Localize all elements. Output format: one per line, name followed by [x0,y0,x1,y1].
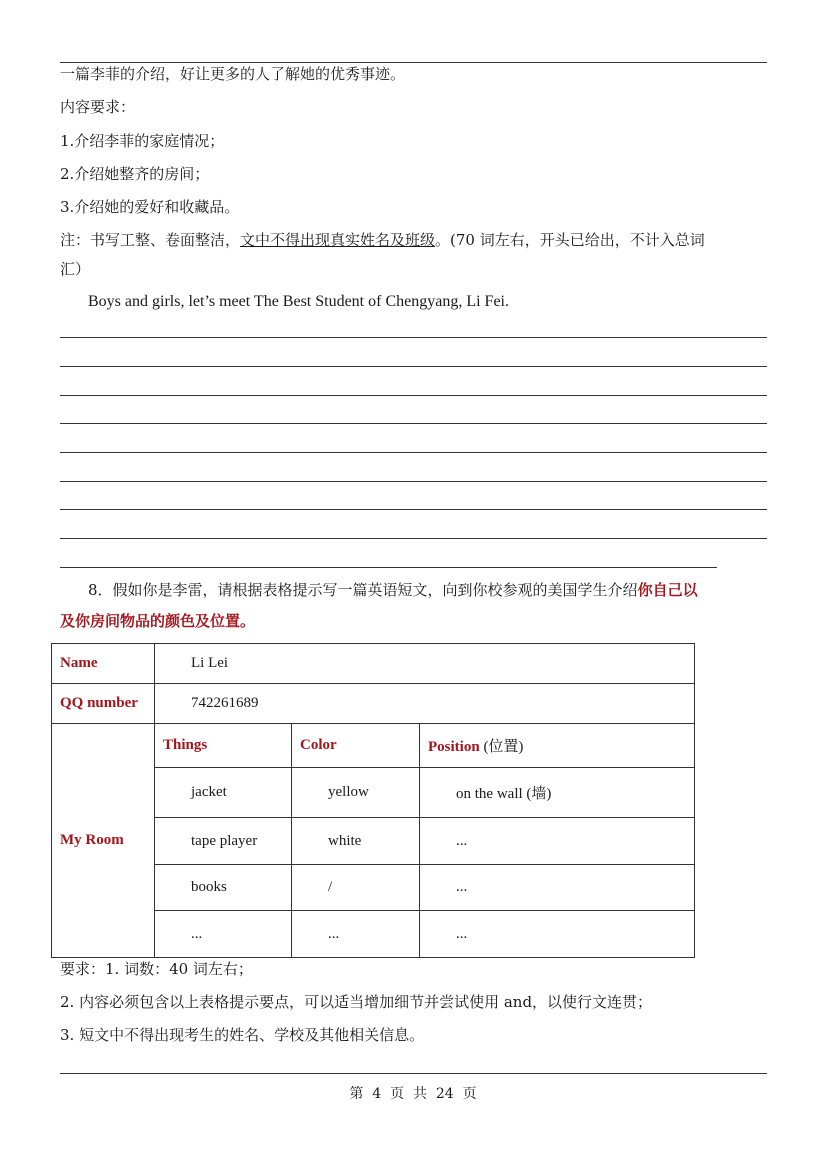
page-number: 第 4 页 共 24 页 [349,1086,477,1102]
question-8-text: 8．假如你是李雷，请根据表格提示写一篇英语短文，向到你校参观的美国学生介绍 [88,581,638,599]
requirement-item-3: 3.介绍她的爱好和收藏品。 [60,198,240,216]
qq-value: 742261689 [155,684,695,724]
requirements-label: 内容要求： [60,98,136,116]
thing-cell: tape player [155,818,292,865]
intro-line: 一篇李菲的介绍，好让更多的人了解她的优秀事迹。 [60,65,406,83]
color-header: Color [292,724,420,768]
position-cell: ... [420,818,695,865]
requirement-item-2: 2.介绍她整齐的房间； [60,165,210,183]
thing-cell: jacket [155,768,292,818]
writing-line [60,567,717,568]
name-value: Li Lei [155,644,695,684]
writing-line [60,366,767,367]
writing-line [60,538,767,539]
question-8-line-1 [88,579,698,601]
color-cell: yellow [292,768,420,818]
position-cell: ... [420,911,695,958]
question-8-line-2: 及你房间物品的颜色及位置。 [60,612,256,630]
color-cell: ... [292,911,420,958]
writing-requirement-1: 要求：1. 词数：40 词左右； [60,960,253,978]
writing-line [60,509,767,510]
thing-cell: books [155,865,292,911]
things-header: Things [155,724,292,768]
position-cell: ... [420,865,695,911]
writing-line [60,423,767,424]
position-header [420,724,695,768]
note-suffix: 。(70 词左右，开头已给出，不计入总词 [435,231,705,249]
writing-requirement-2: 2. 内容必须包含以上表格提示要点，可以适当增加细节并尝试使用 and，以使行文连贯； [60,993,653,1011]
note-line [60,229,705,251]
color-cell: white [292,818,420,865]
position-cell: on the wall (墙) [420,768,695,818]
starter-sentence: Boys and girls, let’s meet The Best Student of Chengyang, Li Fei. [88,293,509,310]
writing-line [60,395,767,396]
writing-line [60,481,767,482]
qq-label: QQ number [52,684,155,724]
footer-rule [60,1073,767,1074]
writing-requirement-3: 3. 短文中不得出现考生的姓名、学校及其他相关信息。 [60,1026,425,1044]
info-table [51,643,695,958]
thing-cell: ... [155,911,292,958]
note-underlined: 文中不得出现真实姓名及班级 [240,231,436,249]
writing-line [60,452,767,453]
note-line-2: 汇） [60,260,91,278]
requirement-item-1: 1.介绍李菲的家庭情况； [60,132,225,150]
question-8-highlight: 你自己以 [637,581,698,599]
writing-line [60,337,767,338]
position-header-label: Position [428,739,480,755]
position-header-note: (位置) [479,739,524,755]
note-prefix: 注：书写工整、卷面整洁， [60,231,241,249]
color-cell: / [292,865,420,911]
name-label: Name [52,644,155,684]
my-room-label: My Room [52,724,155,958]
